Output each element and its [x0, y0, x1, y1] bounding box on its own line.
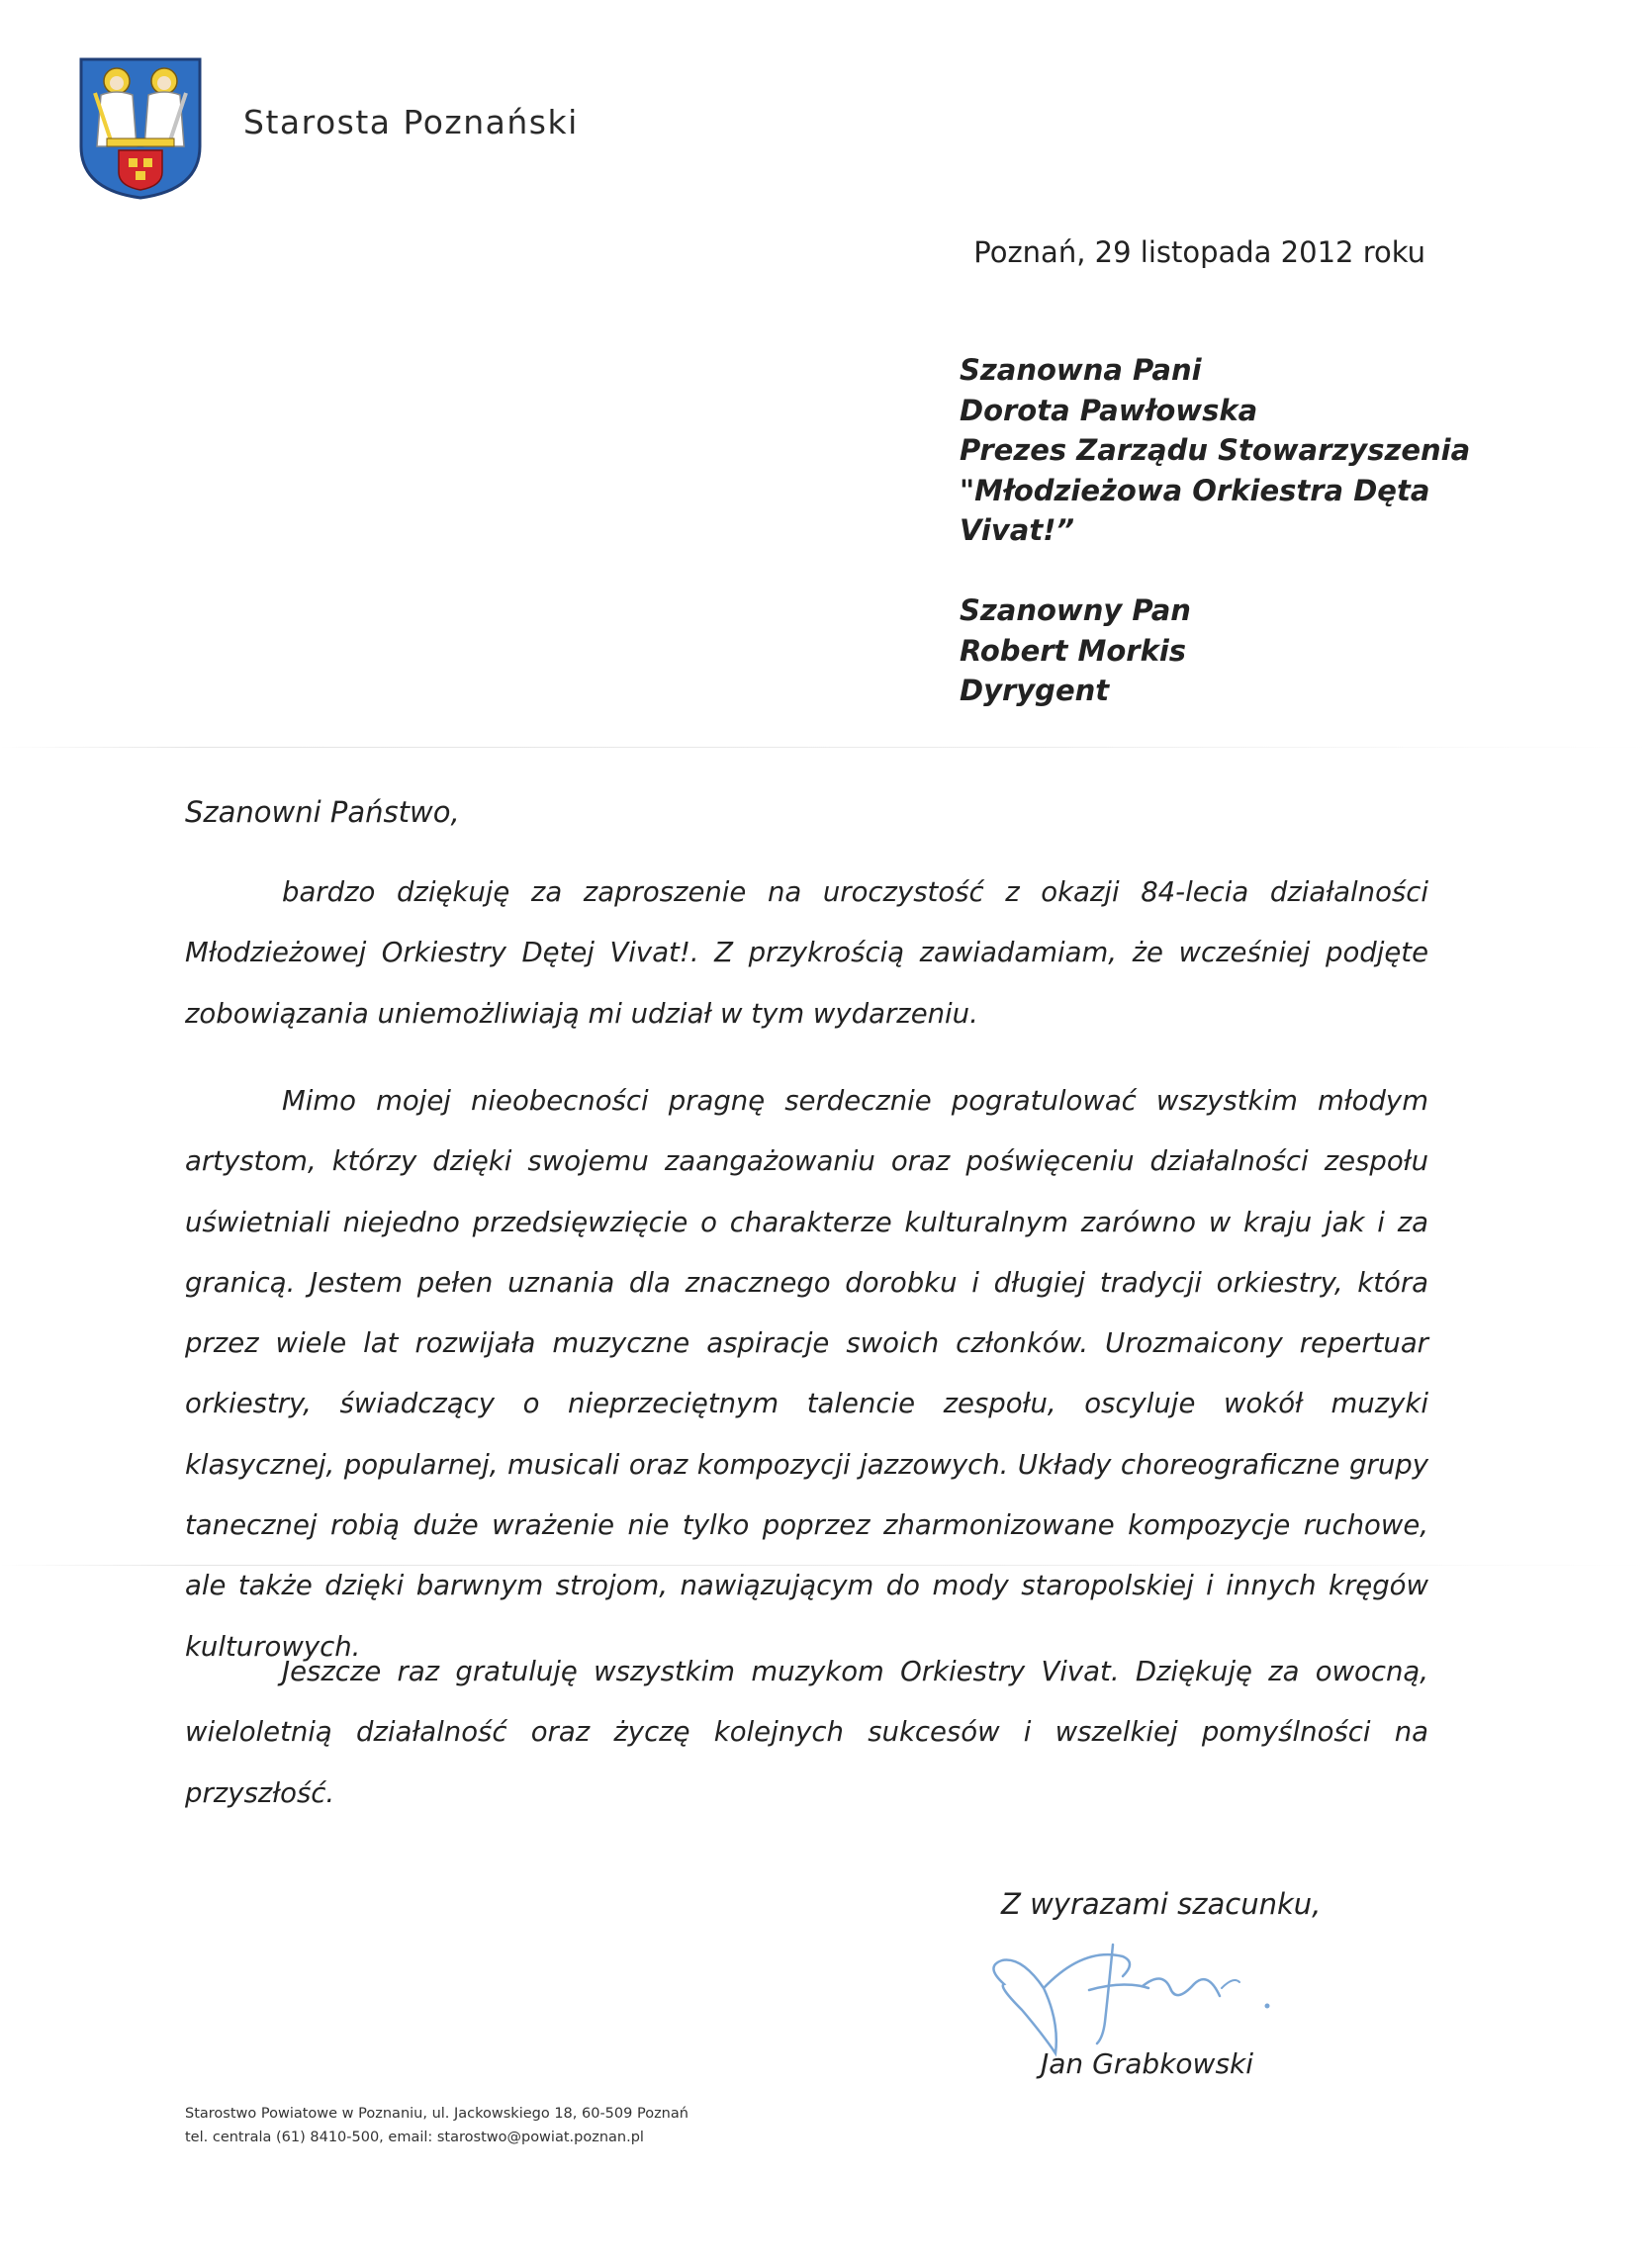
- addressee-line: Vivat!”: [960, 513, 1075, 547]
- body-paragraph-3: Jeszcze raz gratuluję wszystkim muzykom Orkiestry Vivat. Dziękuję za owocną, wieloletnią działalność oraz życzę kolejnych sukcesów i wszelkiej pomyślności na przyszłość.: [185, 1656, 1428, 1809]
- addressee-line: Szanowna Pani: [960, 353, 1202, 387]
- salutation: Szanowni Państwo,: [185, 795, 460, 829]
- addressee-line: "Młodzieżowa Orkiestra Dęta: [960, 473, 1430, 507]
- addressee-line: Szanowny Pan: [960, 593, 1191, 627]
- closing-phrase: Z wyrazami szacunku,: [1001, 1887, 1322, 1921]
- addressee-line: Dorota Pawłowska: [960, 393, 1258, 427]
- letter-date: Poznań, 29 listopada 2012 roku: [973, 235, 1425, 269]
- footer-phone-email: tel. centrala (61) 8410-500, email: starostwo@powiat.poznan.pl: [185, 2130, 644, 2145]
- body-paragraph-1: bardzo dziękuję za zaproszenie na uroczystość z okazji 84-lecia działalności Młodzieżowej Orkiestry Dętej Vivat!. Z przykrością zawiadamiam, że wcześniej podjęte zobowiązania uniemożliwiają mi udział w tym wydarzeniu.: [185, 876, 1428, 1030]
- addressee-line: Dyrygent: [960, 674, 1110, 707]
- coat-of-arms-icon: [77, 55, 204, 202]
- body-paragraph-2: Mimo mojej nieobecności pragnę serdecznie pogratulować wszystkim młodym artystom, którzy dzięki swojemu zaangażowaniu oraz poświęceniu działalności zespołu uświetniali niejedno przedsięwzięcie o charakterze kulturalnym zarówno w kraju jak i za granicą. Jestem pełen uznania dla znacznego dorobku i długiej tradycji orkiestry, która przez wiele lat rozwijała muzyczne aspiracje swoich członków. Urozmaicony repertuar orkiestry, świadczący o nieprzeciętnym talencie zespołu, oscyluje wokół muzyki klasycznej, popularnej, musicali oraz kompozycji jazzowych. Układy choreograficzne grupy tanecznej robią duże wrażenie nie tylko poprzez zharmonizowane kompozycje ruchowe, ale także dzięki barwnym strojom, nawiązującym do mody staropolskiej i innych kręgów kulturowych.: [185, 1085, 1428, 1663]
- footer-address: Starostwo Powiatowe w Poznaniu, ul. Jackowskiego 18, 60-509 Poznań: [185, 2106, 688, 2122]
- handwritten-signature-icon: [974, 1927, 1291, 2065]
- signer-name: Jan Grabkowski: [1041, 2047, 1254, 2080]
- addressee-line: Prezes Zarządu Stowarzyszenia: [960, 433, 1471, 467]
- paper-fold-line: [0, 747, 1651, 748]
- addressee-block-1: [960, 350, 1471, 551]
- footer-contact: [185, 2102, 688, 2149]
- addressee-line: Robert Morkis: [960, 633, 1187, 668]
- issuer-name: Starosta Poznański: [243, 103, 579, 141]
- addressee-block-2: [960, 590, 1415, 711]
